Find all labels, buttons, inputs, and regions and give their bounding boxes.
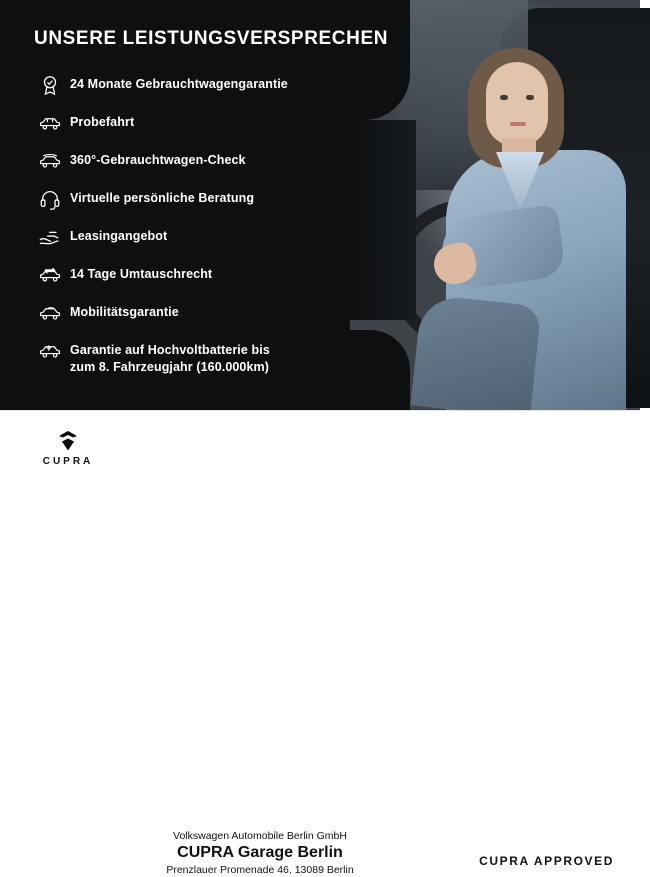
list-item bbox=[30, 146, 350, 184]
car-360-check-icon bbox=[30, 146, 70, 176]
dealer-name: CUPRA Garage Berlin bbox=[177, 844, 343, 861]
person-face-shape bbox=[486, 62, 548, 146]
list-item bbox=[30, 184, 350, 222]
list-item-label: 14 Tage Umtauschrecht bbox=[70, 267, 213, 281]
car-test-drive-icon bbox=[30, 108, 70, 138]
hero-panel bbox=[0, 0, 640, 410]
list-item-label: 24 Monate Gebrauchtwagengarantie bbox=[70, 77, 288, 91]
driver-photo bbox=[350, 0, 640, 410]
list-item-label: Leasingangebot bbox=[70, 229, 168, 243]
car-mobility-icon bbox=[30, 298, 70, 328]
car-battery-icon bbox=[30, 336, 70, 366]
warranty-seal-icon bbox=[30, 70, 70, 100]
person-leg-shape bbox=[410, 294, 541, 418]
dealer-company: Volkswagen Automobile Berlin GmbH bbox=[173, 830, 347, 842]
dealer-address: Prenzlauer Promenade 46, 13089 Berlin bbox=[166, 864, 354, 876]
list-item bbox=[30, 260, 350, 298]
list-item bbox=[30, 298, 350, 336]
list-item-label-line2: zum 8. Fahrzeugjahr (160.000km) bbox=[70, 360, 270, 374]
cupra-logo bbox=[22, 425, 114, 471]
cupra-emblem-icon bbox=[48, 429, 88, 453]
person-eye-right bbox=[526, 95, 534, 100]
list-item-label-line1: Garantie auf Hochvoltbatterie bis bbox=[70, 343, 270, 357]
list-item bbox=[30, 70, 350, 108]
list-item-label: Mobilitätsgarantie bbox=[70, 305, 179, 319]
person-eye-left bbox=[500, 95, 508, 100]
photo-shadow-left bbox=[350, 120, 416, 320]
page-title: UNSERE LEISTUNGSVERSPRECHEN bbox=[34, 28, 389, 49]
photo-corner-mask-bottom bbox=[350, 330, 410, 410]
cupra-wordmark: CUPRA bbox=[42, 456, 94, 467]
list-item-label: Probefahrt bbox=[70, 115, 135, 129]
hand-leasing-icon bbox=[30, 222, 70, 252]
car-exchange-icon bbox=[30, 260, 70, 290]
cupra-approved-label: CUPRA APPROVED bbox=[479, 854, 614, 868]
person-mouth bbox=[510, 122, 526, 126]
list-item bbox=[30, 108, 350, 146]
headset-consultation-icon bbox=[30, 184, 70, 214]
list-item-label: 360°-Gebrauchtwagen-Check bbox=[70, 153, 246, 167]
list-item-label bbox=[70, 336, 270, 376]
list-item bbox=[30, 222, 350, 260]
footer-bar bbox=[0, 410, 640, 876]
list-item bbox=[30, 336, 350, 390]
list-item-label: Virtuelle persönliche Beratung bbox=[70, 191, 255, 205]
benefits-list bbox=[30, 70, 350, 390]
dealer-info bbox=[110, 829, 410, 877]
